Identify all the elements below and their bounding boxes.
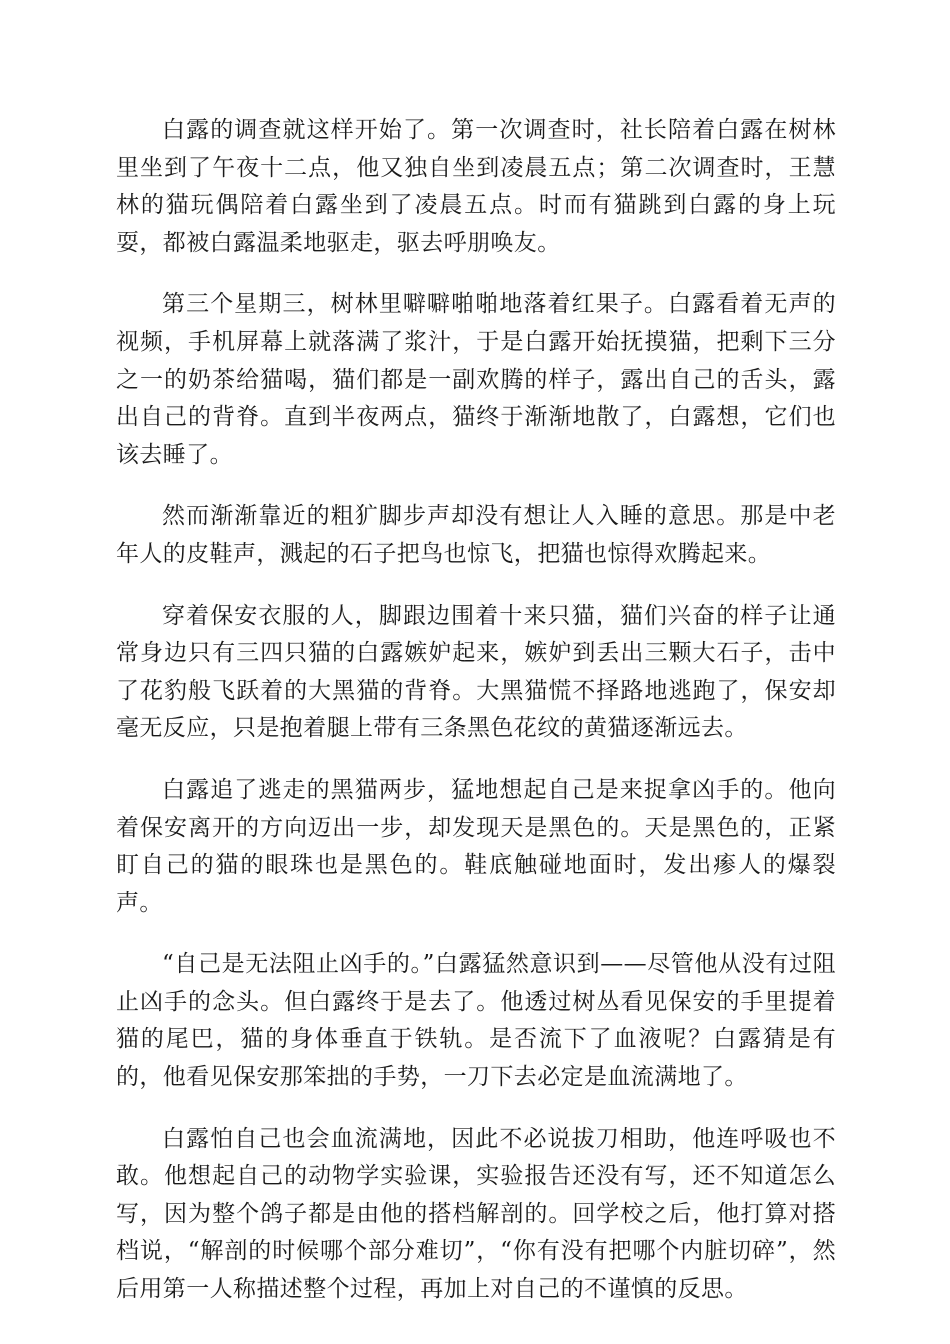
paragraph-2: 第三个星期三，树林里噼噼啪啪地落着红果子。白露看着无声的视频，手机屏幕上就落满了浆汁，于是白露开始抚摸猫，把剩下三分之一的奶茶给猫喝，猫们都是一副欢腾的样子，露出自己的舌头，露出自己的背脊。直到半夜两点，猫终于渐渐地散了，白露想，它们也该去睡了。 <box>116 291 836 468</box>
paragraph-5: 白露追了逃走的黑猫两步，猛地想起自己是来捉拿凶手的。他向着保安离开的方向迈出一步，却发现天是黑色的。天是黑色的，正紧盯自己的猫的眼珠也是黑色的。鞋底触碰地面时，发出瘆人的爆裂声。 <box>116 776 836 916</box>
paragraph-6: “自己是无法阻止凶手的。”白露猛然意识到——尽管他从没有过阻止凶手的念头。但白露终于是去了。他透过树丛看见保安的手里提着猫的尾巴，猫的身体垂直于铁轨。是否流下了血液呢？白露猜是有的，他看见保安那笨拙的手势，一刀下去必定是血流满地了。 <box>116 951 836 1091</box>
paragraph-4: 穿着保安衣服的人，脚跟边围着十来只猫，猫们兴奋的样子让通常身边只有三四只猫的白露嫉妒起来，嫉妒到丢出三颗大石子，击中了花豹般飞跃着的大黑猫的背脊。大黑猫慌不择路地逃跑了，保安却毫无反应，只是抱着腿上带有三条黑色花纹的黄猫逐渐远去。 <box>116 602 836 742</box>
document-body <box>116 112 836 1333</box>
paragraph-1: 白露的调查就这样开始了。第一次调查时，社长陪着白露在树林里坐到了午夜十二点，他又独自坐到凌晨五点；第二次调查时，王慧林的猫玩偶陪着白露坐到了凌晨五点。时而有猫跳到白露的身上玩耍，都被白露温柔地驱走，驱去呼朋唤友。 <box>116 117 836 256</box>
paragraph-3: 然而渐渐靠近的粗犷脚步声却没有想让人入睡的意思。那是中老年人的皮鞋声，溅起的石子把鸟也惊飞，把猫也惊得欢腾起来。 <box>116 503 836 567</box>
paragraph-7: 白露怕自己也会血流满地，因此不必说拔刀相助，他连呼吸也不敢。他想起自己的动物学实验课，实验报告还没有写，还不知道怎么写，因为整个鸽子都是由他的搭档解剖的。回学校之后，他打算对搭档说，“解剖的时候哪个部分难切”，“你有没有把哪个内脏切碎”，然后用第一人称描述整个过程，再加上对自己的不谨慎的反思。 <box>116 1125 836 1303</box>
